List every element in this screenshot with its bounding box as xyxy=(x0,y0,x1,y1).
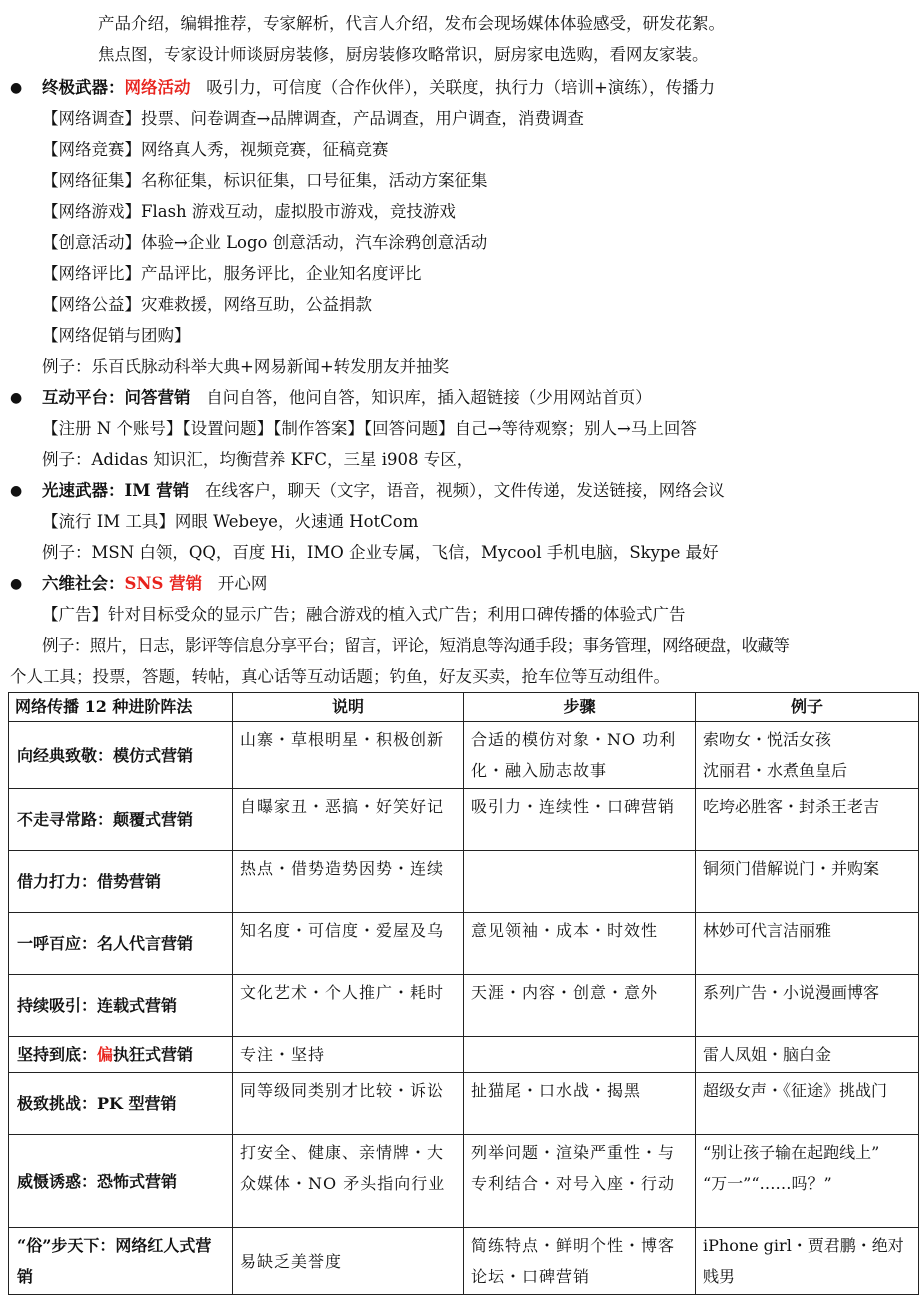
intro-line: 产品介绍，编辑推荐，专家解析，代言人介绍，发布会现场媒体体验感受，研发花絮。 xyxy=(98,14,725,33)
tactic-example: 索吻女・悦活女孩 沈丽君・水煮鱼皇后 xyxy=(696,722,919,789)
tactic-desc: 专注・坚持 xyxy=(233,1037,464,1073)
section-line: 【创意活动】体验→企业 Logo 创意活动，汽车涂鸦创意活动 xyxy=(42,233,488,252)
section-desc: 吸引力，可信度（合作伙伴），关联度，执行力（培训+演练），传播力 xyxy=(206,78,716,97)
section-keyword: SNS 营销 xyxy=(124,574,203,593)
section-keyword: 网络活动 xyxy=(124,78,191,97)
tactic-steps: 吸引力・连续性・口碑营销 xyxy=(464,789,696,851)
section-keyword: IM 营销 xyxy=(124,481,190,500)
column-header: 网络传播 12 种进阶阵法 xyxy=(9,693,233,722)
tactics-table xyxy=(8,692,919,1295)
section-line: 例子：照片，日志，影评等信息分享平台；留言，评论，短消息等沟通手段；事务管理，网络硬盘，收藏等 xyxy=(42,636,790,655)
tactic-example: 林妙可代言洁丽雅 xyxy=(696,913,919,975)
section-label: 互动平台： xyxy=(42,388,125,407)
section-desc: 自问自答，他问自答，知识库，插入超链接（少用网站首页） xyxy=(206,388,652,407)
tactic-example: “别让孩子输在起跑线上” “万一”“……吗？” xyxy=(696,1135,919,1228)
section-keyword: 问答营销 xyxy=(124,388,191,407)
section-line: 例子：乐百氏脉动科举大典+网易新闻+转发朋友并抽奖 xyxy=(42,357,450,376)
tactic-steps xyxy=(464,851,696,913)
section-line: 【注册 N 个账号】【设置问题】【制作答案】【回答问题】自己→等待观察；别人→马上回答 xyxy=(42,419,697,438)
table-row xyxy=(9,789,919,851)
tactic-steps: 合适的模仿对象・NO 功利化・融入励志故事 xyxy=(464,722,696,789)
bullet-icon: ● xyxy=(10,390,23,406)
bullet-icon: ● xyxy=(10,483,23,499)
table-row xyxy=(9,1135,919,1228)
tactic-desc: 自曝家丑・恶搞・好笑好记 xyxy=(233,789,464,851)
tactic-name: 向经典致敬：模仿式营销 xyxy=(9,722,233,789)
tactic-desc: 易缺乏美誉度 xyxy=(233,1228,464,1295)
table-row xyxy=(9,1228,919,1295)
tactic-desc: 山寨・草根明星・积极创新 xyxy=(233,722,464,789)
tactic-name: 一呼百应：名人代言营销 xyxy=(9,913,233,975)
table-header-row xyxy=(9,693,919,722)
tactic-desc: 热点・借势造势因势・连续 xyxy=(233,851,464,913)
section-desc: 在线客户，聊天（文字，语音，视频），文件传递，发送链接，网络会议 xyxy=(204,481,725,500)
bullet-icon: ● xyxy=(10,576,23,592)
section-heading xyxy=(42,572,267,596)
section-heading xyxy=(42,76,715,100)
section-heading xyxy=(42,479,725,503)
section-heading xyxy=(42,386,652,410)
tactic-desc: 同等级同类别才比较・诉讼 xyxy=(233,1073,464,1135)
tactic-name-highlight: 偏 xyxy=(97,1045,114,1064)
tactic-example: 雷人凤姐・脑白金 xyxy=(696,1037,919,1073)
table-row xyxy=(9,913,919,975)
tactic-desc: 知名度・可信度・爱屋及乌 xyxy=(233,913,464,975)
tactic-example: 系列广告・小说漫画博客 xyxy=(696,975,919,1037)
intro-line: 焦点图，专家设计师谈厨房装修，厨房装修攻略常识，厨房家电选购，看网友家装。 xyxy=(98,45,709,64)
section-line: 【网络竞赛】网络真人秀，视频竞赛，征稿竞赛 xyxy=(42,140,389,159)
tactic-name: 持续吸引：连载式营销 xyxy=(9,975,233,1037)
table-row xyxy=(9,851,919,913)
section-label: 六维社会： xyxy=(42,574,125,593)
section-line: 【广告】针对目标受众的显示广告；融合游戏的植入式广告；利用口碑传播的体验式广告 xyxy=(42,605,686,624)
tactic-steps: 天涯・内容・创意・意外 xyxy=(464,975,696,1037)
tactic-name: 极致挑战：PK 型营销 xyxy=(9,1073,233,1135)
tactic-name: 威慑诱惑：恐怖式营销 xyxy=(9,1135,233,1228)
section-line: 【网络促销与团购】 xyxy=(42,326,191,345)
tactic-steps: 意见领袖・成本・时效性 xyxy=(464,913,696,975)
tactic-steps xyxy=(464,1037,696,1073)
table-row xyxy=(9,1037,919,1073)
tactic-example: 超级女声・《征途》挑战门 xyxy=(696,1073,919,1135)
tactic-steps: 简练特点・鲜明个性・博客论坛・口碑营销 xyxy=(464,1228,696,1295)
table-row xyxy=(9,722,919,789)
section-line: 例子：MSN 白领，QQ，百度 Hi，IMO 企业专属，飞信，Mycool 手机电脑，Skype 最好 xyxy=(42,543,719,562)
tactic-desc: 打安全、健康、亲情牌・大众媒体・NO 矛头指向行业 xyxy=(233,1135,464,1228)
tactic-name: 不走寻常路：颠覆式营销 xyxy=(9,789,233,851)
table-row xyxy=(9,1073,919,1135)
tactic-example: 铜须门借解说门・并购案 xyxy=(696,851,919,913)
tactic-desc: 文化艺术・个人推广・耗时 xyxy=(233,975,464,1037)
tactic-name: 借力打力：借势营销 xyxy=(9,851,233,913)
section-line: 【网络评比】产品评比，服务评比，企业知名度评比 xyxy=(42,264,422,283)
tactic-example: iPhone girl・贾君鹏・绝对贱男 xyxy=(696,1228,919,1295)
tactic-name xyxy=(9,1037,233,1073)
section-line: 例子：Adidas 知识汇，均衡营养 KFC，三星 i908 专区， xyxy=(42,450,474,469)
tactic-steps: 扯猫尾・口水战・揭黑 xyxy=(464,1073,696,1135)
section-label: 光速武器： xyxy=(42,481,125,500)
tactic-example: 吃垮必胜客・封杀王老吉 xyxy=(696,789,919,851)
section-line: 【网络游戏】Flash 游戏互动，虚拟股市游戏，竞技游戏 xyxy=(42,202,456,221)
tactic-steps: 列举问题・渲染严重性・与专利结合・对号入座・行动 xyxy=(464,1135,696,1228)
tactic-name-suffix: 执狂式营销 xyxy=(113,1045,194,1064)
tactic-name-prefix: 坚持到底： xyxy=(17,1045,98,1064)
tactic-name: “俗”步天下：网络红人式营销 xyxy=(9,1228,233,1295)
bullet-icon: ● xyxy=(10,80,23,96)
column-header: 说明 xyxy=(233,693,464,722)
section-label: 终极武器： xyxy=(42,78,125,97)
table-row xyxy=(9,975,919,1037)
column-header: 例子 xyxy=(696,693,919,722)
section-line: 【流行 IM 工具】网眼 Webeye，火速通 HotCom xyxy=(42,512,419,531)
section-desc: 开心网 xyxy=(217,574,268,593)
section-line: 【网络调查】投票、问卷调查→品牌调查，产品调查，用户调查，消费调查 xyxy=(42,109,584,128)
section-line: 【网络征集】名称征集，标识征集，口号征集，活动方案征集 xyxy=(42,171,488,190)
section-line: 个人工具；投票，答题，转帖，真心话等互动话题；钓鱼，好友买卖，抢车位等互动组件。 xyxy=(10,667,670,686)
column-header: 步骤 xyxy=(464,693,696,722)
section-line: 【网络公益】灾难救援，网络互助，公益捐款 xyxy=(42,295,372,314)
